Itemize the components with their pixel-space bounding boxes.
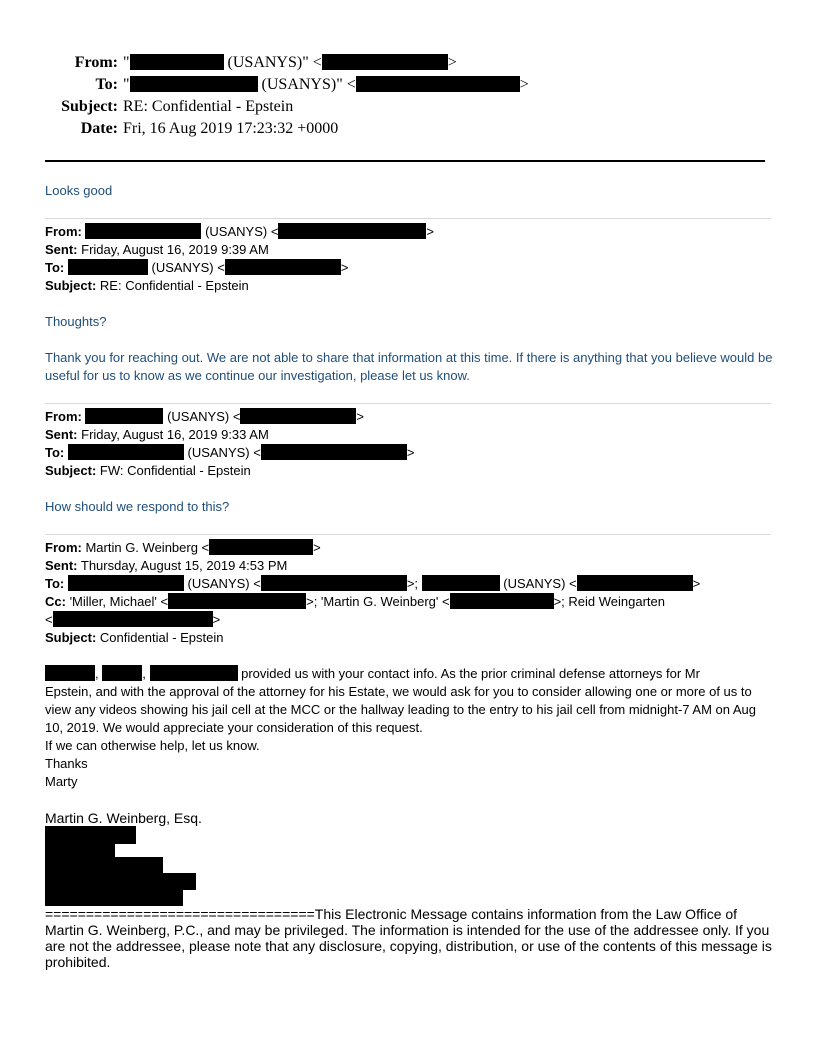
signature-redaction <box>45 873 196 890</box>
msg2-sent-label: Sent: <box>45 427 78 442</box>
signature-redaction <box>45 842 115 858</box>
msg3-subject-label: Subject: <box>45 630 97 645</box>
msg3-from-close: > <box>313 540 321 555</box>
msg3-cc-c: >; Reid Weingarten <box>553 594 665 609</box>
msg3-body-p1-a: provided us with your contact info. As the prior criminal defense attorneys for Mr <box>241 666 700 681</box>
msg3-body-p3: Thanks <box>45 756 88 771</box>
msg1-body-2: Thank you for reaching out. We are not able to share that information at this time. If there is anything that you believe would be useful for us to know as we continue our investigation, please let us know. <box>45 350 773 383</box>
header-date-row <box>0 118 816 140</box>
reply-text: Looks good <box>45 183 113 198</box>
redaction <box>225 259 341 275</box>
msg1-to-row <box>45 259 775 277</box>
header-from-label: From: <box>74 54 118 71</box>
msg2-sent-row <box>45 426 775 444</box>
msg2-body-1: How should we respond to this? <box>45 499 230 514</box>
msg2-subject-value: FW: Confidential - Epstein <box>99 463 251 478</box>
msg2-subject-label: Subject: <box>45 463 97 478</box>
signature-redaction <box>45 857 163 873</box>
msg1-to-org: (USANYS) < <box>151 260 225 275</box>
msg2-to-close: > <box>406 445 415 460</box>
header-from-quote: " <box>123 54 130 71</box>
msg3-sent-row <box>45 557 775 575</box>
msg3-body-line-1 <box>45 665 775 683</box>
msg1-body-1: Thoughts? <box>45 314 107 329</box>
msg3-from-row <box>45 539 775 557</box>
msg3-body-comma-1: , <box>95 666 99 681</box>
redaction <box>356 76 520 92</box>
message-separator <box>45 218 771 219</box>
redaction <box>450 593 554 609</box>
redaction <box>261 444 407 460</box>
redaction <box>422 575 500 591</box>
header-to-label: To: <box>95 76 118 93</box>
msg3-cc-e: > <box>212 612 221 627</box>
msg3-cc-row <box>45 593 775 611</box>
redaction <box>130 76 258 92</box>
msg1-to-close: > <box>340 260 349 275</box>
redaction <box>130 54 224 70</box>
redaction <box>278 223 426 239</box>
msg3-to-close: > <box>692 576 701 591</box>
msg1-from-label: From: <box>45 224 82 239</box>
msg3-sent-value: Thursday, August 15, 2019 4:53 PM <box>80 558 288 573</box>
msg1-subject-value: RE: Confidential - Epstein <box>99 278 249 293</box>
header-to-close: > <box>519 76 529 93</box>
header-divider <box>45 160 765 162</box>
msg3-subject-row <box>45 629 775 647</box>
msg1-sent-label: Sent: <box>45 242 78 257</box>
header-date-value: Fri, 16 Aug 2019 17:23:32 +0000 <box>123 120 339 137</box>
msg3-to-label: To: <box>45 576 65 591</box>
signature-disclaimer: =================================This Electronic Message contains information from the Law Office of Martin G. Weinberg, P.C., and may be privileged. The information is intended for the use of the addressee only. If you are not the addressee, please note that any disclosure, copying, distribution, or use of the contents of this message is prohibited. <box>45 906 772 970</box>
msg2-from-org: (USANYS) < <box>167 409 241 424</box>
msg2-from-label: From: <box>45 409 82 424</box>
msg3-body-comma-2: , <box>142 666 146 681</box>
msg3-cc-label: Cc: <box>45 594 66 609</box>
msg3-body-p2: If we can otherwise help, let us know. <box>45 738 260 753</box>
msg1-subject-row <box>45 277 775 295</box>
header-date-label: Date: <box>80 120 118 137</box>
redaction <box>68 575 184 591</box>
redaction <box>45 665 95 681</box>
redaction <box>577 575 693 591</box>
redaction <box>68 444 184 460</box>
msg2-sent-value: Friday, August 16, 2019 9:33 AM <box>81 427 269 442</box>
redaction <box>261 575 407 591</box>
redaction <box>68 259 148 275</box>
msg3-to-org-2: (USANYS) < <box>503 576 577 591</box>
msg3-cc-b: >; 'Martin G. Weinberg' < <box>306 594 450 609</box>
msg3-to-row <box>45 575 775 593</box>
msg3-to-org-1: (USANYS) < <box>187 576 261 591</box>
msg2-from-row <box>45 408 775 426</box>
redaction <box>85 408 163 424</box>
signature-name: Martin G. Weinberg, Esq. <box>45 810 202 826</box>
msg1-sent-value: Friday, August 16, 2019 9:39 AM <box>81 242 269 257</box>
message-separator <box>45 403 771 404</box>
redaction <box>150 665 238 681</box>
header-from-row <box>0 52 816 74</box>
header-subject-value: RE: Confidential - Epstein <box>123 98 294 115</box>
header-subject-label: Subject: <box>61 98 118 115</box>
msg2-from-close: > <box>356 409 365 424</box>
msg3-to-separator: >; <box>406 576 419 591</box>
msg2-to-row <box>45 444 775 462</box>
msg3-cc-row-2 <box>45 611 775 629</box>
header-from-close: > <box>447 54 457 71</box>
redaction <box>53 611 213 627</box>
redaction <box>102 665 142 681</box>
msg1-from-close: > <box>426 224 435 239</box>
header-from-org: (USANYS)" < <box>227 54 322 71</box>
header-to-row <box>0 74 816 96</box>
msg3-cc-d: < <box>45 612 53 627</box>
redaction <box>85 223 201 239</box>
header-to-quote: " <box>123 76 130 93</box>
message-separator <box>45 534 771 535</box>
redaction <box>322 54 448 70</box>
msg1-from-row <box>45 223 775 241</box>
msg2-to-label: To: <box>45 445 65 460</box>
msg3-cc-a: 'Miller, Michael' < <box>69 594 169 609</box>
redaction <box>209 539 313 555</box>
msg3-from-label: From: <box>45 540 82 555</box>
header-to-org: (USANYS)" < <box>261 76 356 93</box>
signature-redaction <box>45 889 183 906</box>
msg1-sent-row <box>45 241 775 259</box>
msg1-subject-label: Subject: <box>45 278 97 293</box>
msg3-subject-value: Confidential - Epstein <box>99 630 224 645</box>
header-subject-row <box>0 96 816 118</box>
msg3-from-value: Martin G. Weinberg < <box>85 540 210 555</box>
msg2-subject-row <box>45 462 775 480</box>
msg3-body-p1-b: Epstein, and with the approval of the attorney for his Estate, we would ask for you to consider allowing one or more of us to view any videos showing his jail cell at the MCC or the hallway leading to the entry to his jail cell from midnight-7 AM on Aug 10, 2019. We would appreciate your consideration of this request. <box>45 684 757 735</box>
redaction <box>168 593 306 609</box>
msg3-body-p4: Marty <box>45 774 78 789</box>
msg1-from-org: (USANYS) < <box>205 224 279 239</box>
msg3-sent-label: Sent: <box>45 558 78 573</box>
msg1-to-label: To: <box>45 260 65 275</box>
msg2-to-org: (USANYS) < <box>187 445 261 460</box>
redaction <box>240 408 356 424</box>
